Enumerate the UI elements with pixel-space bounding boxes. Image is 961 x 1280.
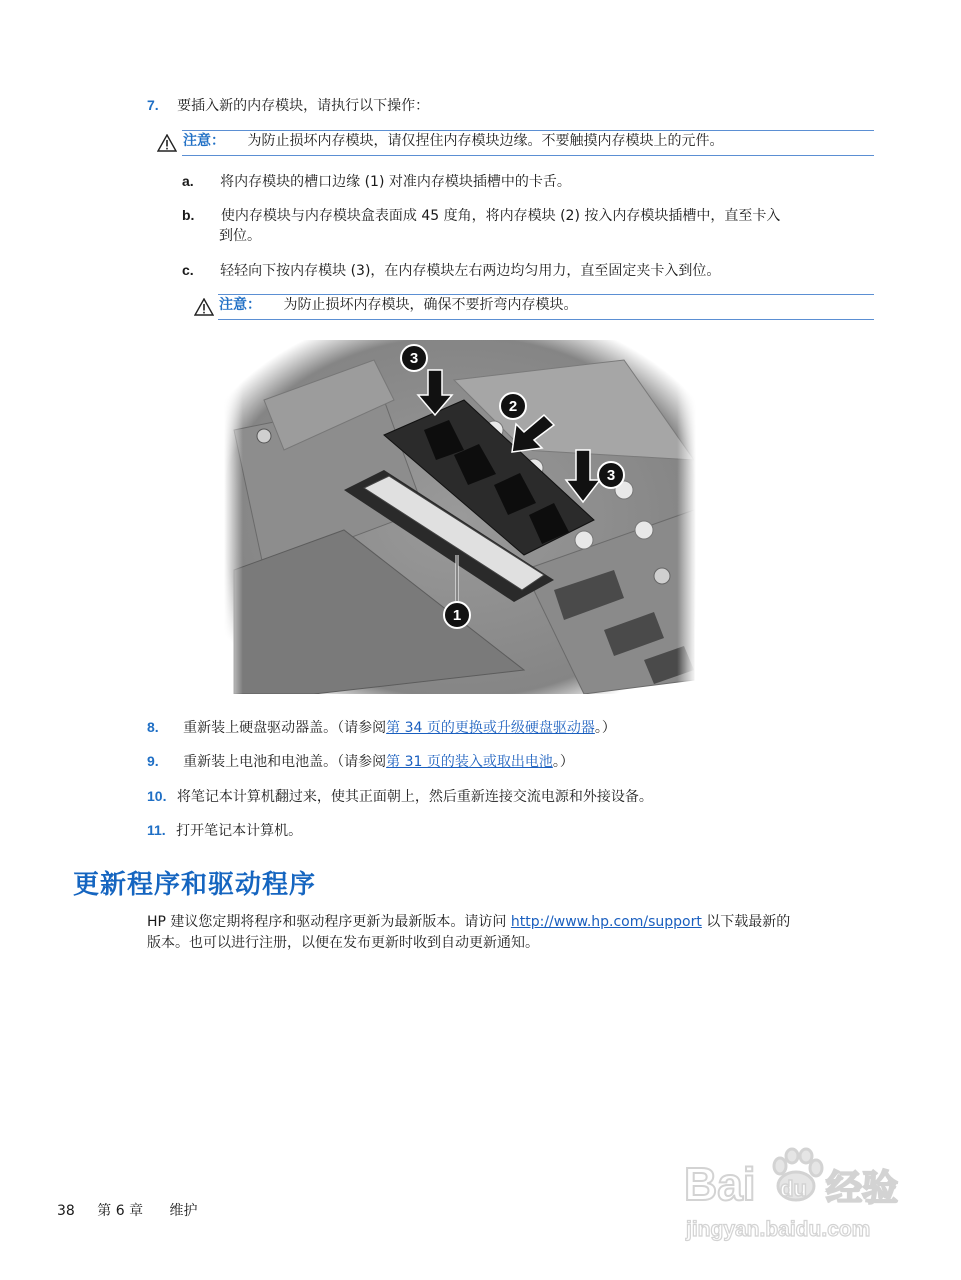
step-number: 8.: [147, 719, 159, 735]
caution-label: 注意：: [219, 297, 261, 313]
svg-text:Bai: Bai: [684, 1158, 756, 1210]
svg-text:du: du: [780, 1176, 807, 1201]
step-text-end: 。）: [594, 720, 616, 736]
step-number: 9.: [147, 753, 159, 769]
step-8: [147, 717, 616, 739]
step-text: 要插入新的内存模块，请执行以下操作：: [177, 98, 430, 114]
caution-text: 为防止损坏内存模块，请仅捏住内存模块边缘。不要触摸内存模块上的元件。: [247, 133, 724, 149]
memory-module-photo: [224, 340, 696, 694]
caution-label: 注意：: [183, 133, 225, 149]
svg-text:经验: 经验: [826, 1168, 899, 1209]
step-10: [147, 786, 653, 808]
baidu-watermark-logo: [676, 1132, 906, 1244]
step-number: 11.: [147, 822, 166, 838]
substep-a: [182, 171, 571, 193]
paragraph-text: HP 建议您定期将程序和驱动程序更新为最新版本。请访问: [147, 914, 511, 930]
substep-b-continued: 到位。: [219, 228, 261, 244]
substep-text: 使内存模块与内存模块盒表面成 45 度角，将内存模块 (2) 按入内存模块插槽中，直至卡入: [220, 208, 781, 224]
caution-text: 为防止损坏内存模块，确保不要折弯内存模块。: [283, 297, 578, 313]
substep-text: 轻轻向下按内存模块 (3)，在内存模块左右两边均匀用力，直至固定夹卡入到位。: [220, 263, 721, 279]
hdd-cover-link[interactable]: 第 34 页的更换或升级硬盘驱动器: [386, 720, 595, 736]
page-footer: [57, 1201, 198, 1222]
svg-text:jingyan.baidu.com: jingyan.baidu.com: [686, 1218, 871, 1241]
warning-icon: [194, 298, 214, 316]
update-paragraph: [147, 912, 790, 933]
step-number: 10.: [147, 788, 167, 804]
step-text: 打开笔记本计算机。: [176, 823, 303, 839]
substep-letter: b.: [182, 207, 195, 223]
hp-support-link[interactable]: http://www.hp.com/support: [510, 914, 702, 930]
page-number: 38: [57, 1203, 75, 1219]
update-paragraph-line2: 版本。也可以进行注册，以便在发布更新时收到自动更新通知。: [147, 935, 539, 951]
step-text: 重新装上硬盘驱动器盖。（请参阅: [183, 720, 387, 736]
chapter-title: 维护: [169, 1203, 198, 1219]
warning-icon: [157, 134, 177, 152]
caution-bottom-rule: [182, 155, 874, 156]
step-text-end: 。）: [552, 754, 574, 770]
step-text: 将笔记本计算机翻过来，使其正面朝上，然后重新连接交流电源和外接设备。: [176, 789, 653, 805]
step-7: [147, 95, 429, 117]
chapter-label: 第 6 章: [97, 1203, 144, 1219]
step-number: 7.: [147, 97, 159, 113]
battery-link[interactable]: 第 31 页的装入或取出电池: [386, 754, 553, 770]
substep-b: [182, 205, 780, 227]
step-text: 重新装上电池和电池盖。（请参阅: [183, 754, 387, 770]
step-11: [147, 820, 302, 842]
caution-1: [183, 131, 723, 152]
caution-2: [219, 295, 577, 316]
substep-letter: a.: [182, 173, 194, 189]
caution-bottom-rule: [218, 319, 874, 320]
substep-letter: c.: [182, 262, 194, 278]
paragraph-text-end: 以下载最新的: [701, 914, 791, 930]
section-title: 更新程序和驱动程序: [73, 870, 317, 900]
substep-c: [182, 260, 720, 282]
step-9: [147, 751, 574, 773]
substep-text: 将内存模块的槽口边缘 (1) 对准内存模块插槽中的卡舌。: [220, 174, 571, 190]
